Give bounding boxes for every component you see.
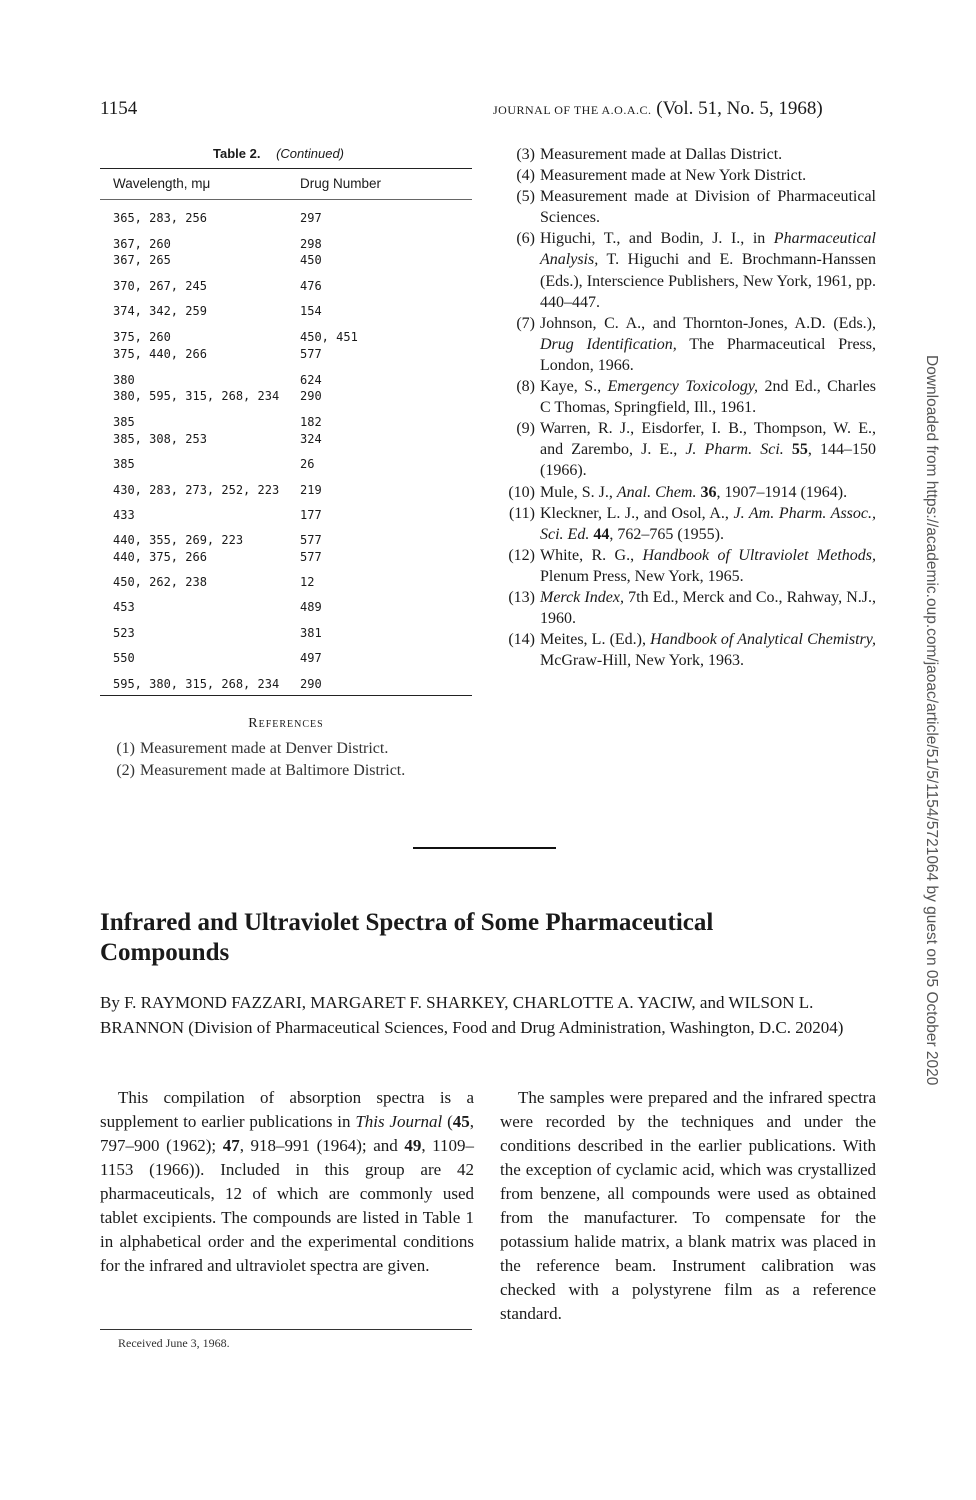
references-right-column	[500, 144, 876, 671]
page-number: 1154	[100, 98, 138, 119]
reference-item	[500, 144, 876, 165]
wavelength-cell: 365, 283, 256	[113, 211, 207, 225]
article-title: Infrared and Ultraviolet Spectra of Some Pharmaceutical Compounds	[100, 909, 714, 966]
drug-number-cell: 381	[300, 626, 322, 640]
wavelength-cell: 367, 260	[113, 237, 171, 251]
reference-item	[500, 545, 876, 587]
drug-number-cell: 298	[300, 237, 322, 251]
wavelength-cell: 385	[113, 457, 135, 471]
drug-number-cell: 219	[300, 483, 322, 497]
reference-text: Measurement made at Dallas District.	[540, 146, 783, 163]
wavelength-cell: 370, 267, 245	[113, 279, 207, 293]
reference-item	[500, 482, 876, 503]
wavelength-cell: 595, 380, 315, 268, 234	[113, 677, 280, 691]
reference-number: (10)	[508, 483, 535, 501]
reference-item	[500, 376, 876, 418]
table-caption	[213, 146, 344, 161]
wavelength-cell: 440, 355, 269, 223	[113, 533, 244, 547]
reference-number: (4)	[516, 167, 535, 185]
reference-text: Kaye, S., Emergency Toxicology, 2nd Ed., Charles C Thomas, Springfield, Ill., 1961.	[540, 378, 876, 417]
reference-text: Johnson, C. A., and Thornton-Jones, A.D. (Eds.), Drug Identification, The Pharmaceutical Press, London, 1966.	[540, 314, 877, 374]
reference-item	[500, 587, 876, 629]
reference-text: Higuchi, T., and Bodin, J. I., in Pharmaceutical Analysis, T. Higuchi and E. Brochmann-Hanssen (Eds.), Interscience Publishers, New York, 1961, pp. 440–447.	[540, 230, 876, 311]
drug-number-cell: 297	[300, 211, 322, 225]
reference-number: (7)	[516, 314, 535, 332]
wavelength-cell: 550	[113, 651, 135, 665]
journal-name: JOURNAL OF THE A.O.A.C.	[493, 103, 652, 117]
drug-number-cell: 324	[300, 432, 322, 446]
table-header-rule	[100, 199, 472, 200]
reference-number: (14)	[508, 631, 535, 649]
drug-number-cell: 624	[300, 373, 322, 387]
wavelength-cell: 380, 595, 315, 268, 234	[113, 389, 280, 403]
references-heading: References	[248, 716, 324, 731]
drug-number-cell: 26	[300, 457, 315, 471]
table-caption-note: (Continued)	[276, 146, 345, 161]
table-caption-label: Table 2.	[213, 146, 261, 161]
reference-item	[500, 313, 876, 376]
table-header-wavelength: Wavelength, mμ	[113, 176, 211, 191]
wavelength-cell: 380	[113, 373, 135, 387]
drug-number-cell: 12	[300, 575, 315, 589]
reference-item	[500, 503, 876, 545]
wavelength-cell: 453	[113, 600, 135, 614]
reference-text: Mule, S. J., Anal. Chem. 36, 1907–1914 (1964).	[540, 483, 848, 501]
table-top-rule	[100, 168, 472, 169]
reference-item	[500, 186, 876, 228]
reference-text: Measurement made at Baltimore District.	[140, 762, 406, 779]
reference-item	[104, 738, 476, 760]
drug-number-cell: 577	[300, 347, 322, 361]
drug-number-cell: 489	[300, 600, 322, 614]
drug-number-cell: 450	[300, 253, 322, 267]
drug-number-cell: 177	[300, 508, 322, 522]
body-text-right: The samples were prepared and the infrared spectra were recorded by the techniques and under the conditions described in the earlier publications. With the exception of cyclamic acid, which was crystallized from benzene, all compounds were used as obtained from the manufacturer. To compensate for the potassium halide matrix, a blank matrix was placed in the reference beam. Instrument calibration was checked with a polystyrene film as a reference standard.	[500, 1088, 876, 1323]
drug-number-cell: 476	[300, 279, 322, 293]
drug-number-cell: 497	[300, 651, 322, 665]
reference-item	[500, 228, 876, 312]
wavelength-cell: 367, 265	[113, 253, 171, 267]
reference-number: (6)	[516, 230, 535, 248]
body-text-left: This compilation of absorption spectra is a supplement to earlier publications in This Journal (45, 797–900 (1962); 47, 918–991 (1964); and 49, 1109–1153 (1966)). Included in this group are 42 pharmaceuticals, 12 of which are commonly used tablet excipients. The compounds are listed in Table 1 in alphabetical order and the experimental conditions for the infrared and ultraviolet spectra are given.	[100, 1088, 475, 1275]
reference-item	[104, 760, 476, 782]
reference-item	[500, 165, 876, 186]
wavelength-cell: 430, 283, 273, 252, 223	[113, 483, 280, 497]
reference-item	[500, 629, 876, 671]
reference-text: Measurement made at New York District.	[540, 167, 807, 185]
wavelength-cell: 385, 308, 253	[113, 432, 207, 446]
reference-number: (1)	[116, 740, 135, 757]
running-head	[493, 98, 823, 120]
reference-text: Merck Index, 7th Ed., Merck and Co., Rahway, N.J., 1960.	[540, 588, 877, 628]
received-footnote: Received June 3, 1968.	[118, 1336, 230, 1350]
drug-number-cell: 577	[300, 550, 322, 564]
reference-number: (8)	[516, 378, 535, 396]
reference-text: Kleckner, L. J., and Osol, A., J. Am. Pharm. Assoc., Sci. Ed. 44, 762–765 (1955).	[540, 504, 877, 543]
reference-number: (13)	[508, 588, 535, 606]
drug-number-cell: 290	[300, 389, 322, 403]
references-left-column	[104, 738, 476, 782]
wavelength-cell: 374, 342, 259	[113, 304, 207, 318]
reference-text: Meites, L. (Ed.), Handbook of Analytical Chemistry, McGraw-Hill, New York, 1963.	[540, 631, 876, 670]
reference-number: (12)	[508, 546, 535, 564]
wavelength-cell: 523	[113, 626, 135, 640]
reference-number: (5)	[516, 188, 535, 206]
wavelength-cell: 375, 440, 266	[113, 347, 207, 361]
drug-number-cell: 577	[300, 533, 322, 547]
footnote-rule	[100, 1329, 472, 1330]
reference-text: Measurement made at Denver District.	[140, 740, 389, 757]
drug-number-cell: 290	[300, 677, 322, 691]
volume-info: (Vol. 51, No. 5, 1968)	[656, 98, 823, 119]
download-watermark: Downloaded from https://academic.oup.com/jaoac/article/51/5/1154/5721064 by guest on 05 October 2020	[923, 355, 940, 1086]
reference-number: (9)	[516, 420, 535, 438]
reference-number: (3)	[516, 146, 535, 163]
article-authors: By F. RAYMOND FAZZARI, MARGARET F. SHARKEY, CHARLOTTE A. YACIW, and WILSON L. BRANNON (Division of Pharmaceutical Sciences, Food and Drug Administration, Washington, D.C. 20204)	[100, 993, 844, 1037]
wavelength-cell: 385	[113, 415, 135, 429]
table-bottom-rule	[100, 695, 472, 696]
reference-text: White, R. G., Handbook of Ultraviolet Methods, Plenum Press, New York, 1965.	[540, 546, 876, 585]
drug-number-cell: 182	[300, 415, 322, 429]
section-divider	[413, 847, 556, 849]
reference-number: (2)	[116, 762, 135, 779]
reference-text: Measurement made at Division of Pharmaceutical Sciences.	[540, 188, 876, 227]
wavelength-cell: 450, 262, 238	[113, 575, 207, 589]
drug-number-cell: 450, 451	[300, 330, 358, 344]
wavelength-cell: 433	[113, 508, 135, 522]
reference-text: Warren, R. J., Eisdorfer, I. B., Thompson, W. E., and Zarembo, J. E., J. Pharm. Sci. 55, 144–150 (1966).	[540, 420, 877, 480]
reference-item	[500, 418, 876, 481]
reference-number: (11)	[508, 504, 535, 522]
wavelength-cell: 440, 375, 266	[113, 550, 207, 564]
table-header-drug-number: Drug Number	[300, 176, 382, 191]
wavelength-cell: 375, 260	[113, 330, 171, 344]
drug-number-cell: 154	[300, 304, 322, 318]
